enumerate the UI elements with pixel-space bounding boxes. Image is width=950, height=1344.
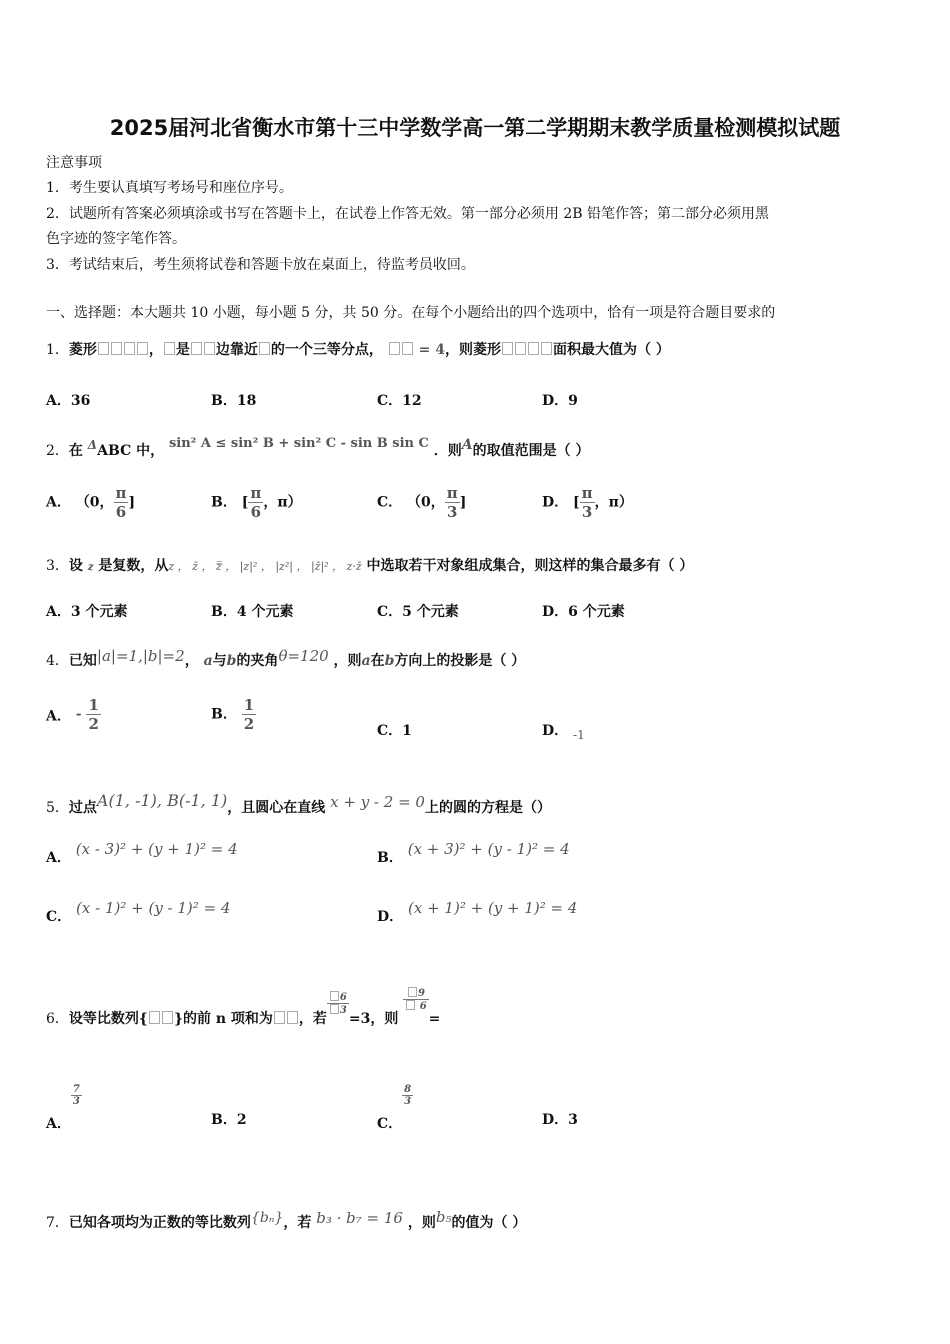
option-label: C． (377, 1116, 403, 1132)
option-fraction (86, 696, 100, 733)
option-label: C． (46, 909, 72, 925)
option-pre: [ (573, 494, 580, 511)
q5-option-d[interactable] (377, 899, 577, 926)
q2-text: 在 (68, 443, 83, 459)
q7-condition: b₃ · b₇ = 16 (316, 1209, 403, 1227)
option-label: A． (46, 604, 71, 620)
q1-text: 面积最大值为（ ） (553, 342, 670, 358)
option-post: ] (459, 494, 467, 511)
option-equation: (x + 1)² + (y + 1)² = 4 (408, 899, 578, 917)
q7-text: 已知各项均为正数的等比数列 (68, 1215, 251, 1231)
option-label: A． (46, 494, 71, 511)
option-label: B． (211, 393, 237, 409)
q4-text: ，则 (333, 653, 362, 669)
q7-target: b₅ (435, 1208, 452, 1226)
frac-sub: 3 (339, 1005, 347, 1016)
notice-heading: 注意事项 (46, 155, 102, 171)
q1-text: ， (148, 342, 163, 358)
option-label: A． (46, 708, 71, 725)
option-label: B． (211, 706, 237, 723)
option-fraction (402, 1084, 413, 1107)
q1-text: 菱形 (68, 342, 97, 358)
q6-text: ，若 (298, 1011, 327, 1027)
option-label: C． (377, 723, 403, 739)
frac-den: 3 (404, 1096, 412, 1107)
option-fraction (242, 696, 256, 733)
option-label: D． (542, 723, 569, 739)
q5-option-c[interactable] (46, 899, 230, 926)
q6-option-b[interactable] (211, 1109, 247, 1129)
option-fraction (580, 484, 595, 521)
q4-text: 与 (212, 653, 227, 669)
q1-number: 1． (46, 342, 69, 358)
option-label: C． (377, 494, 403, 511)
option-post: ] (128, 494, 136, 511)
q2-option-b[interactable] (211, 484, 302, 521)
q5-points: A(1, -1), B(-1, 1) (96, 791, 228, 810)
option-label: D． (542, 393, 569, 409)
q1-option-b[interactable] (211, 390, 256, 410)
question-7 (46, 1208, 526, 1232)
q3-option-a[interactable] (46, 601, 128, 621)
notice-item-2: 2．试题所有答案必须填涂或书写在答题卡上，在试卷上作答无效。第一部分必须用 2B 铅笔作答；第二部分必须用黑 (46, 206, 769, 222)
q7-sequence: {bₙ} (250, 1210, 284, 1226)
question-2 (46, 436, 589, 460)
option-post: ，π） (263, 494, 302, 511)
option-fraction (248, 484, 263, 521)
option-label: D． (377, 909, 404, 925)
q5-option-b[interactable] (377, 840, 570, 867)
q5-option-a[interactable] (46, 840, 238, 867)
option-equation: (x - 3)² + (y + 1)² = 4 (75, 840, 238, 858)
option-value: 5 个元素 (402, 604, 459, 620)
q6-text: = (428, 1011, 441, 1027)
frac-den: 3 (445, 502, 460, 521)
frac-num: π (581, 484, 593, 502)
q5-text: ，且圆心在直线 (227, 800, 326, 816)
q1-option-d[interactable] (542, 390, 578, 410)
q4-vector-b: b (226, 653, 237, 669)
option-fraction (445, 484, 460, 521)
q6-option-d[interactable] (542, 1109, 578, 1129)
q7-text: ，若 (283, 1215, 312, 1231)
q4-text: ， (184, 653, 199, 669)
option-pre: [ (241, 494, 249, 511)
option-value: 9 (568, 393, 578, 409)
q2-option-d[interactable] (542, 484, 633, 521)
q4-option-c[interactable] (377, 720, 412, 740)
q4-vector-b: b (384, 653, 395, 669)
q1-option-c[interactable] (377, 390, 422, 410)
q2-option-c[interactable] (377, 484, 466, 521)
option-value: 6 个元素 (568, 604, 625, 620)
question-3: 3．设 z 是复数，从z ， z̄ ， z̿ ， |z|² ， |z²| ， |z̄|² ， z·z̄ 中选取若干对象组成集合，则这样的集合最多有（ ） (46, 558, 694, 574)
option-post: ，π） (594, 494, 633, 511)
option-equation: (x - 1)² + (y - 1)² = 4 (76, 899, 231, 917)
q4-text: 方向上的投影是（ ） (394, 653, 526, 669)
q3-set: z ， z̄ ， z̿ ， |z|² ， |z²| ， |z̄|² ， z·z̄ (168, 560, 362, 573)
q2-text: 的取值范围是（ ） (472, 443, 590, 459)
option-label: B． (211, 494, 237, 511)
frac-den: 2 (88, 715, 99, 733)
frac-sub: 6 (419, 1001, 427, 1012)
option-equation: (x + 3)² + (y - 1)² = 4 (407, 840, 570, 858)
option-label: A． (46, 850, 71, 866)
q4-magnitudes: |a|=1,|b|=2 (96, 647, 185, 665)
option-pre: （0， (75, 494, 114, 511)
q3-text: 设 (68, 558, 83, 574)
question-5 (46, 791, 551, 817)
option-pre: （0， (407, 494, 445, 511)
q2-text: ABC 中， (97, 443, 165, 459)
option-label: D． (542, 604, 569, 620)
q2-angle: A (461, 437, 473, 453)
q4-angle: θ=120 (278, 647, 329, 665)
q1-text: 是 (175, 342, 190, 358)
q3-text: 中选取若干对象组成集合，则这样的集合最多有（ ） (366, 558, 694, 574)
q5-text: 上的圆的方程是（） (424, 800, 551, 816)
q2-option-a[interactable] (46, 484, 135, 521)
notice-item-1: 1．考生要认真填写考场号和座位序号。 (46, 180, 293, 196)
section-heading: 一、选择题：本大题共 10 小题，每小题 5 分，共 50 分。在每个小题给出的四个选项中，恰有一项是符合题目要求的 (46, 305, 776, 321)
q1-text: 边靠近 (215, 342, 258, 358)
option-label: B． (377, 850, 403, 866)
option-value: -1 (573, 728, 585, 742)
option-label: A． (46, 393, 71, 409)
option-label: D． (542, 494, 569, 511)
option-label: D． (542, 1112, 569, 1128)
frac-den: 3 (72, 1096, 80, 1107)
q1-math: = 4 (418, 342, 446, 358)
option-value: 3 (568, 1112, 578, 1128)
q4-vector-a: a (203, 653, 213, 669)
option-fraction (71, 1084, 82, 1107)
q4-option-d[interactable] (542, 720, 585, 742)
q1-option-a[interactable] (46, 390, 90, 410)
frac-num: π (115, 484, 127, 502)
option-value: 36 (70, 393, 91, 409)
option-value: 4 个元素 (236, 604, 294, 620)
frac-num: π (446, 484, 458, 502)
frac-sub: 6 (339, 992, 347, 1003)
q2-number: 2． (46, 443, 69, 459)
page-title: 2025届河北省衡水市第十三中学数学高一第二学期期末教学质量检测模拟试题 (109, 116, 841, 140)
q2-delta: Δ (87, 438, 98, 452)
q5-text: 过点 (68, 800, 97, 816)
q4-text: 在 (370, 653, 385, 669)
frac-den: 6 (114, 502, 129, 521)
question-4 (46, 647, 525, 670)
option-label: A． (46, 1116, 71, 1132)
q3-option-b[interactable] (211, 601, 293, 621)
frac-num: π (250, 484, 262, 502)
q6-number: 6． (46, 1011, 69, 1027)
frac-num: 8 (404, 1084, 412, 1095)
option-value: 3 个元素 (70, 604, 128, 620)
q1-text: 的一个三等分点， (270, 342, 383, 358)
q6-option-c[interactable] (377, 1084, 413, 1133)
option-value: 12 (402, 393, 422, 409)
q7-text: 的值为（ ） (451, 1215, 527, 1231)
option-value: 2 (236, 1112, 247, 1128)
q4-text: 的夹角 (236, 653, 279, 669)
q5-line: x + y - 2 = 0 (330, 793, 425, 811)
q4-option-a[interactable] (46, 696, 101, 733)
option-label: C． (377, 393, 403, 409)
option-value: 18 (236, 393, 257, 409)
q3-number: 3． (46, 558, 69, 574)
notice-item-2-cont: 色字迹的签字笔作答。 (46, 231, 186, 247)
q3-option-d[interactable] (542, 601, 625, 621)
frac-sub: 9 (417, 988, 425, 999)
q6-text: 设等比数列{ (68, 1011, 148, 1027)
q3-option-c[interactable] (377, 601, 459, 621)
question-6 (46, 987, 440, 1028)
notice-item-3: 3．考试结束后，考生须将试卷和答题卡放在桌面上，待监考员收回。 (46, 257, 475, 273)
option-value: 1 (402, 723, 412, 739)
q6-ratio-asked (403, 987, 428, 1012)
q6-text: }的前 n 项和为 (173, 1011, 273, 1027)
q1-text: ，则菱形 (445, 342, 502, 358)
q7-number: 7． (46, 1215, 69, 1231)
q2-inequality: sin² A ≤ sin² B + sin² C - sin B sin C (168, 436, 429, 451)
option-label: C． (377, 604, 403, 620)
question-1 (46, 339, 670, 359)
q7-text: ，则 (407, 1215, 436, 1231)
frac-num: 7 (72, 1084, 80, 1095)
q2-text: ．则 (433, 443, 462, 459)
option-label: B． (211, 604, 237, 620)
option-sign: - (75, 706, 82, 723)
frac-num: 1 (88, 696, 99, 714)
q4-vector-a: a (361, 653, 371, 669)
q6-option-a[interactable] (46, 1084, 82, 1133)
frac-den: 6 (248, 502, 263, 521)
q4-number: 4． (46, 653, 69, 669)
q4-text: 已知 (68, 653, 97, 669)
frac-num: 1 (243, 696, 255, 714)
frac-den: 2 (243, 715, 255, 733)
q3-text: 是复数，从 (98, 558, 169, 574)
frac-den: 3 (580, 502, 595, 521)
q4-option-b[interactable] (211, 696, 256, 733)
q6-text: =3，则 (348, 1011, 399, 1027)
q5-number: 5． (46, 800, 69, 816)
q6-ratio-given (327, 991, 349, 1016)
option-label: B． (211, 1112, 237, 1128)
option-fraction (114, 484, 129, 521)
